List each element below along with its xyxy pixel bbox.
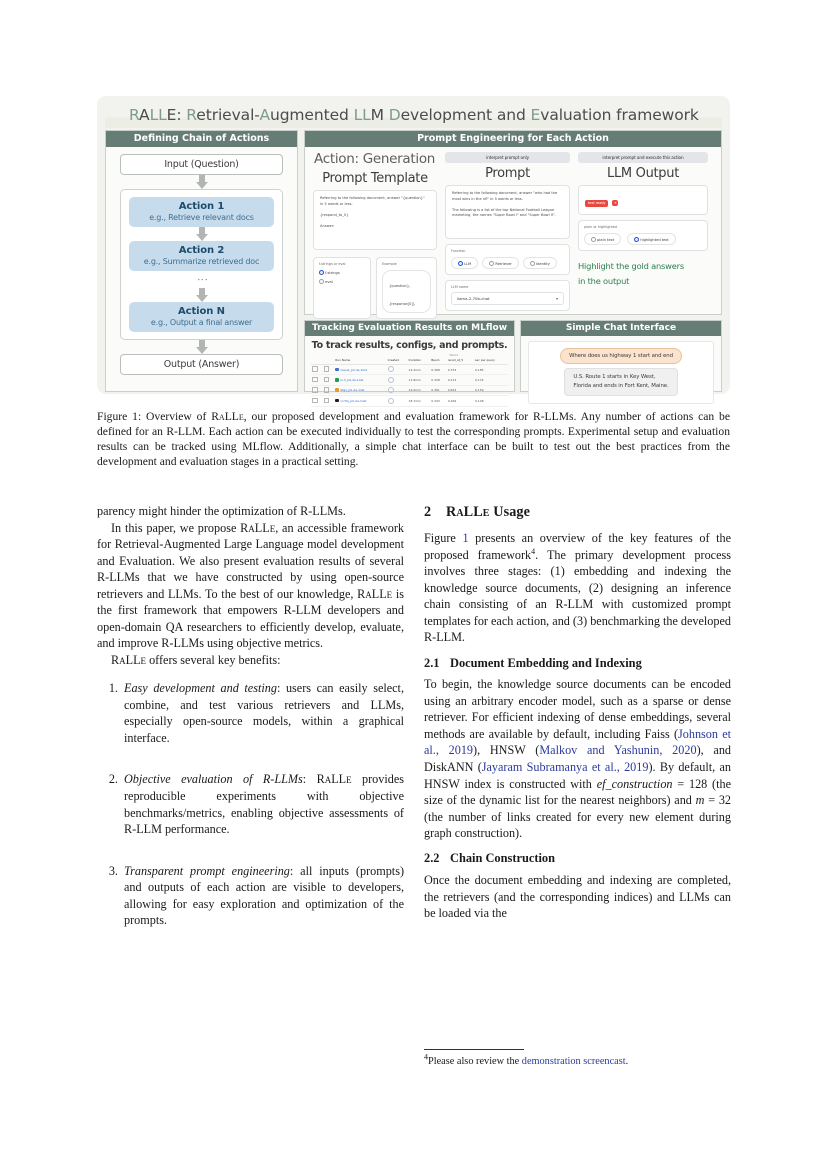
paragraph-benefits-intro: [97, 652, 404, 669]
tab-interpret-prompt-only[interactable]: interpret prompt only: [445, 152, 570, 163]
section-2-1-number: 2.1: [424, 655, 440, 670]
bpem-cell: 0.343: [431, 398, 440, 403]
panel-simple-chat-interface: [520, 320, 722, 392]
bpem-cell: 0.328: [431, 378, 440, 382]
benefit-2-text: provides reproducible experiments with objective benchmarks/metrics, enabling objective assessments of R-LLM performance.: [124, 772, 404, 837]
radio-highlighted-text-label: highlighted text: [640, 237, 669, 242]
chevron-down-icon: ▾: [555, 296, 558, 301]
example-box: [376, 257, 437, 319]
figure-1: [97, 96, 730, 403]
fstring-eval-label: f-strings or eval: [319, 262, 346, 266]
table-header-row: [311, 357, 508, 364]
figure-caption: [97, 409, 730, 469]
mlflow-table-wrap: [305, 354, 514, 407]
action-1-subtitle: e.g., Retrieve relevant docs: [149, 213, 254, 222]
example-label: Example: [382, 262, 397, 266]
footnote-marker-4[interactable]: 4: [531, 546, 536, 556]
radio-plain-text[interactable]: [584, 233, 621, 245]
citation-jayaram-subramanya-2019[interactable]: Jayaram Subramanya et al., 2019: [481, 760, 649, 774]
duration-cell: 14.2min: [408, 367, 421, 372]
math-m-value: = 32: [704, 793, 732, 808]
sec-per-query-cell: 0.174: [474, 378, 484, 382]
math-ef-construction-value: = 128: [672, 776, 708, 791]
close-icon[interactable]: ✕: [613, 201, 617, 205]
mlflow-panel-header: Tracking Evaluation Results on MLflow: [305, 321, 514, 336]
s21-d: ). By default, an HNSW index is constructed with: [424, 760, 731, 791]
radio-off-icon: [489, 261, 494, 266]
citation-malkov-yashunin-2020[interactable]: Malkov and Yashunin, 2020: [539, 743, 697, 758]
radio-function-retriever[interactable]: [482, 257, 519, 269]
p2-b: , an accessible framework for Retrieval-Augmented Large Language model development and Evaluation. We also present evaluation results of several R-LLMs that we have constructed by using open-source retrievers and LLMs. To the best of our knowledge,: [97, 520, 404, 601]
radio-on-icon: [458, 261, 463, 266]
bpem-cell: 0.361: [431, 388, 440, 393]
table-column-header: Created: [387, 357, 408, 364]
status-badge: text ready: [585, 200, 608, 207]
highlight-gold-answers-note: [578, 259, 708, 288]
run-name-cell[interactable]: rocflq_p0-de-1list: [334, 396, 386, 406]
duration-cell: 11.8min: [408, 378, 421, 382]
footnote-tail: .: [625, 1056, 629, 1067]
radio-function-identity[interactable]: [523, 257, 557, 269]
section-2-2-number: 2.2: [424, 851, 440, 866]
row-expand-icon[interactable]: [323, 385, 335, 395]
chat-bot-message: [564, 368, 677, 396]
mlflow-subtitle: To track results, configs, and prompts.: [311, 340, 508, 351]
chain-panel-header: Defining Chain of Actions: [106, 131, 297, 147]
radio-highlighted-text[interactable]: [627, 233, 676, 245]
created-cell: [387, 396, 408, 406]
bot-line-2: Florida and ends in Fort Kent, Maine.: [573, 383, 669, 390]
radio-eval[interactable]: [319, 279, 365, 284]
table-column-header: [311, 357, 323, 364]
table-column-header: recall_at_5: [447, 357, 474, 364]
arrow-icon: [120, 340, 283, 354]
chat-user-message: Where does us highway 1 start and end: [560, 348, 682, 364]
body-left-column: [97, 503, 404, 954]
footnote-divider: [424, 1049, 524, 1050]
fstring-eval-radio-group[interactable]: [313, 257, 371, 319]
arrow-icon: [129, 288, 274, 302]
action-2-subtitle: e.g., Summarize retrieved doc: [143, 257, 260, 266]
p2-name-2: RaLLe: [357, 586, 393, 601]
radio-fstrings-label: f-strings: [325, 271, 340, 275]
math-m: m: [695, 793, 705, 808]
llm-name-label: LLM name: [451, 285, 469, 289]
recall-cell: 0.213: [447, 378, 457, 382]
benefit-3-title: Transparent prompt engineering: [124, 863, 290, 878]
benefits-intro-text: offers several key benefits:: [146, 652, 281, 667]
caption-after: , our proposed development and evaluation framework for R-LLMs. Any number of actions can be defined for an R-LLM. Each action can be executed individually to test the corresponding prompts. Experimental setup and evaluation results can be tracked using MLflow. Additionally, a simple chat interface can be built to test out the best practices from the development and evaluation stages in a practical setting.: [97, 410, 731, 469]
p2-a: In this paper, we propose: [111, 520, 241, 535]
run-name-cell[interactable]: G-3_p0-de-1list: [334, 375, 386, 385]
chat-panel-header: Simple Chat Interface: [521, 321, 721, 336]
s2-c: . The primary development process involves three stages: (1) embedding and indexing the knowledge source documents, (2) designing an inference chain consisting of an R-LLM with customized prompt templates for each action, and (3) benchmarking the developed R-LLM.: [424, 547, 731, 645]
recall-cell: 0.469: [447, 398, 457, 403]
citation-johnson-2019[interactable]: Johnson et al., 2019: [424, 726, 731, 758]
row-expand-icon[interactable]: [323, 396, 335, 406]
prompt-template-text: Referring to the following document, answer "{question}" in 5 words or less. {respond_to_0} Answer:: [320, 196, 425, 228]
row-checkbox[interactable]: [311, 385, 323, 395]
benefit-2-title: Objective evaluation of R-LLMs: [124, 772, 303, 787]
mlflow-runs-table: [311, 357, 508, 407]
section-2-2-title: Chain Construction: [450, 851, 555, 866]
section-2-title-name: RaLLe: [446, 504, 490, 520]
table-row[interactable]: [311, 396, 508, 406]
metrics-group-label: Metrics: [449, 354, 459, 357]
table-row[interactable]: [311, 375, 508, 385]
created-cell: [387, 375, 408, 385]
chain-input-node[interactable]: Input (Question): [120, 154, 283, 175]
benefit-2-name: RaLLe: [316, 772, 352, 787]
prompt-textarea[interactable]: [445, 185, 570, 239]
row-checkbox[interactable]: [311, 396, 323, 406]
action-n-title: Action N: [178, 306, 225, 317]
recall-cell: 0.753: [447, 367, 457, 372]
prompt-template-heading: Prompt Template: [322, 171, 428, 186]
prompt-heading: Prompt: [485, 166, 530, 181]
row-expand-icon[interactable]: [323, 364, 335, 374]
prompt-panel-header: Prompt Engineering for Each Action: [305, 131, 721, 147]
table-column-header: Duration: [408, 357, 431, 364]
bot-line-1: U.S. Route 1 starts in Key West,: [573, 374, 656, 380]
table-column-header: sec per query: [474, 357, 508, 364]
table-row[interactable]: [311, 385, 508, 395]
sec-per-query-cell: 0.159: [474, 388, 484, 393]
chat-card: [528, 341, 714, 404]
radio-identity-label: Identity: [536, 261, 550, 266]
radio-off-icon: [591, 237, 596, 242]
output-display-radio-group[interactable]: [578, 220, 708, 251]
run-name-cell[interactable]: nlevel_p0-de-1list: [334, 364, 386, 374]
benefits-intro-name: RaLLe: [111, 652, 147, 667]
table-column-header: Run Name: [334, 357, 386, 364]
chain-inner: [106, 147, 297, 381]
radio-llm-label: LLM: [464, 261, 472, 266]
function-radio-group[interactable]: [445, 244, 570, 275]
benefit-1-title: Easy development and testing: [124, 681, 277, 696]
action-1-title: Action 1: [178, 201, 225, 212]
arrow-icon: [120, 175, 283, 189]
table-body: [311, 364, 508, 406]
row-checkbox[interactable]: [311, 364, 323, 374]
figure-1-reference-link[interactable]: 1: [462, 531, 469, 546]
action-generation-title: Action: Generation: [314, 151, 436, 167]
benefits-list: [97, 680, 404, 928]
row-expand-icon[interactable]: [323, 375, 335, 385]
footnote-4: [424, 1052, 731, 1068]
llm-output-heading: LLM Output: [607, 166, 679, 181]
example-value-pill[interactable]: [382, 270, 431, 313]
section-2-1-paragraph: [424, 676, 731, 841]
benefit-3-text: : all inputs (prompts) and outputs of each action are visible to developers, allowing for easy exploration and optimization of the prompts.: [124, 863, 404, 928]
s21-b: ), HNSW (: [473, 743, 540, 758]
display-mode-label: plain or highlighted: [584, 225, 618, 229]
radio-on-icon: [319, 270, 324, 275]
footnote-text: Please also review the: [428, 1056, 522, 1067]
run-name-cell[interactable]: Stgs_p0-de-1list: [334, 385, 386, 395]
s21-f: (the number of links created for every new element during graph construction).: [424, 809, 731, 841]
s21-a: To begin, the knowledge source documents can be encoded using an arbitrary encoder model, such as a sparse or dense retriever. For efficient indexing of dense embeddings, several methods are available by default, including Faiss (: [424, 677, 731, 741]
action-2-title: Action 2: [178, 245, 225, 256]
llm-name-field: [445, 280, 570, 311]
math-ef-construction: ef_construction: [596, 776, 673, 791]
section-2-title-rest: Usage: [489, 504, 530, 520]
panel-defining-chain-of-actions: [105, 130, 298, 392]
table-row[interactable]: [311, 364, 508, 374]
benefit-1-text: : users can easily select, combine, and test various retrievers and LLMs, especially open-source models, within a graphical interface.: [124, 681, 404, 745]
created-cell: [387, 385, 408, 395]
note-line-1: Highlight the gold answers: [578, 261, 684, 271]
caption-before: Overview of: [141, 410, 212, 423]
radio-eval-label: eval: [325, 280, 333, 284]
panel-prompt-engineering: [304, 130, 722, 315]
radio-off-icon: [530, 261, 535, 266]
radio-off-icon: [319, 279, 324, 284]
figure-body: [105, 130, 722, 403]
list-item: [121, 680, 404, 746]
llm-name-value: llama-2-70b-chat: [457, 296, 490, 301]
section-2-2-heading: [424, 850, 731, 867]
radio-on-icon: [634, 237, 639, 242]
section-2-number: 2: [424, 504, 432, 520]
prompt-engineering-inner: [305, 147, 721, 314]
chat-messages: [537, 348, 705, 396]
panel-mlflow-tracking: [304, 320, 515, 403]
demonstration-screencast-link[interactable]: demonstration screencast: [521, 1056, 626, 1067]
section-2-paragraph: [424, 530, 731, 646]
paragraph-continued: parency might hinder the optimization of R-LLMs.: [97, 504, 346, 518]
s2-b: presents an overview of the key features of the proposed framework: [424, 531, 731, 562]
created-cell: [387, 364, 408, 374]
list-item: [121, 771, 404, 837]
paragraph-proposal: [97, 520, 404, 652]
note-line-2: in the output: [578, 275, 630, 286]
prompt-template-textarea[interactable]: [313, 190, 437, 250]
prompt-text: Referring to the following document, answer "who had the most wins in the nfl" in 5 words or less. The following is a list of the top National Football League marketing, the names "Super Bowl I" and "Super Bowl II".: [452, 191, 558, 218]
action-n-subtitle: e.g., Output a final answer: [150, 318, 253, 327]
radio-plain-text-label: plain text: [597, 237, 615, 242]
caption-framework-name: RaLLe: [211, 410, 244, 423]
radio-fstrings[interactable]: [319, 270, 365, 275]
s2-a: Figure: [424, 531, 463, 546]
footnote-number: 4: [424, 1052, 428, 1062]
chain-actions-box: [120, 189, 283, 340]
s21-c: ), and DiskANN (: [424, 743, 732, 774]
section-2-2-paragraph: Once the document embedding and indexing are completed, the retrievers (and the corresponding indices) and LLMs can be loaded via the: [424, 873, 731, 921]
sec-per-query-cell: 0.185: [474, 367, 484, 372]
vertical-ellipsis-icon: ⋮: [196, 274, 208, 287]
p2-c: is the first framework that empowers R-LLM developers and open-domain QA researchers to efficiently develop, evaluate, and improve R-LLMs using objective metrics.: [97, 586, 404, 651]
s21-e: (the size of the dynamic list for the nearest neighbors) and: [424, 776, 732, 808]
sec-per-query-cell: 0.148: [474, 398, 484, 403]
chain-output-node[interactable]: Output (Answer): [120, 354, 283, 375]
duration-cell: 18.7min: [408, 398, 421, 403]
section-2-1-heading: [424, 655, 731, 672]
recall-cell: 0.654: [447, 388, 457, 393]
llm-output-status-box: [578, 185, 708, 215]
tab-interpret-and-execute[interactable]: interpret prompt and execute this action: [578, 152, 708, 163]
body-right-column: [424, 503, 731, 922]
caption-label: Figure 1:: [97, 410, 142, 423]
figure-banner-title: RALLE: Retrieval-Augmented LLM Development and Evaluation framework: [105, 102, 722, 128]
llm-name-select[interactable]: [451, 292, 564, 305]
radio-retriever-label: Retriever: [495, 261, 512, 266]
example-value: {question}, {response[0]}: [389, 283, 415, 306]
duration-cell: 14.6min: [408, 388, 421, 393]
benefit-2-mid: :: [302, 772, 317, 787]
row-checkbox[interactable]: [311, 375, 323, 385]
bpem-cell: 0.368: [431, 367, 440, 372]
function-label: Function: [451, 249, 466, 253]
table-column-header: Bpem: [430, 357, 446, 364]
list-item: [121, 863, 404, 929]
section-2-1-title: Document Embedding and Indexing: [450, 655, 642, 670]
p2-name-1: RaLLe: [240, 520, 276, 535]
section-2-heading: [424, 503, 731, 522]
table-column-header: [323, 357, 335, 364]
radio-function-llm[interactable]: [451, 257, 478, 269]
chat-inner: [521, 336, 721, 409]
